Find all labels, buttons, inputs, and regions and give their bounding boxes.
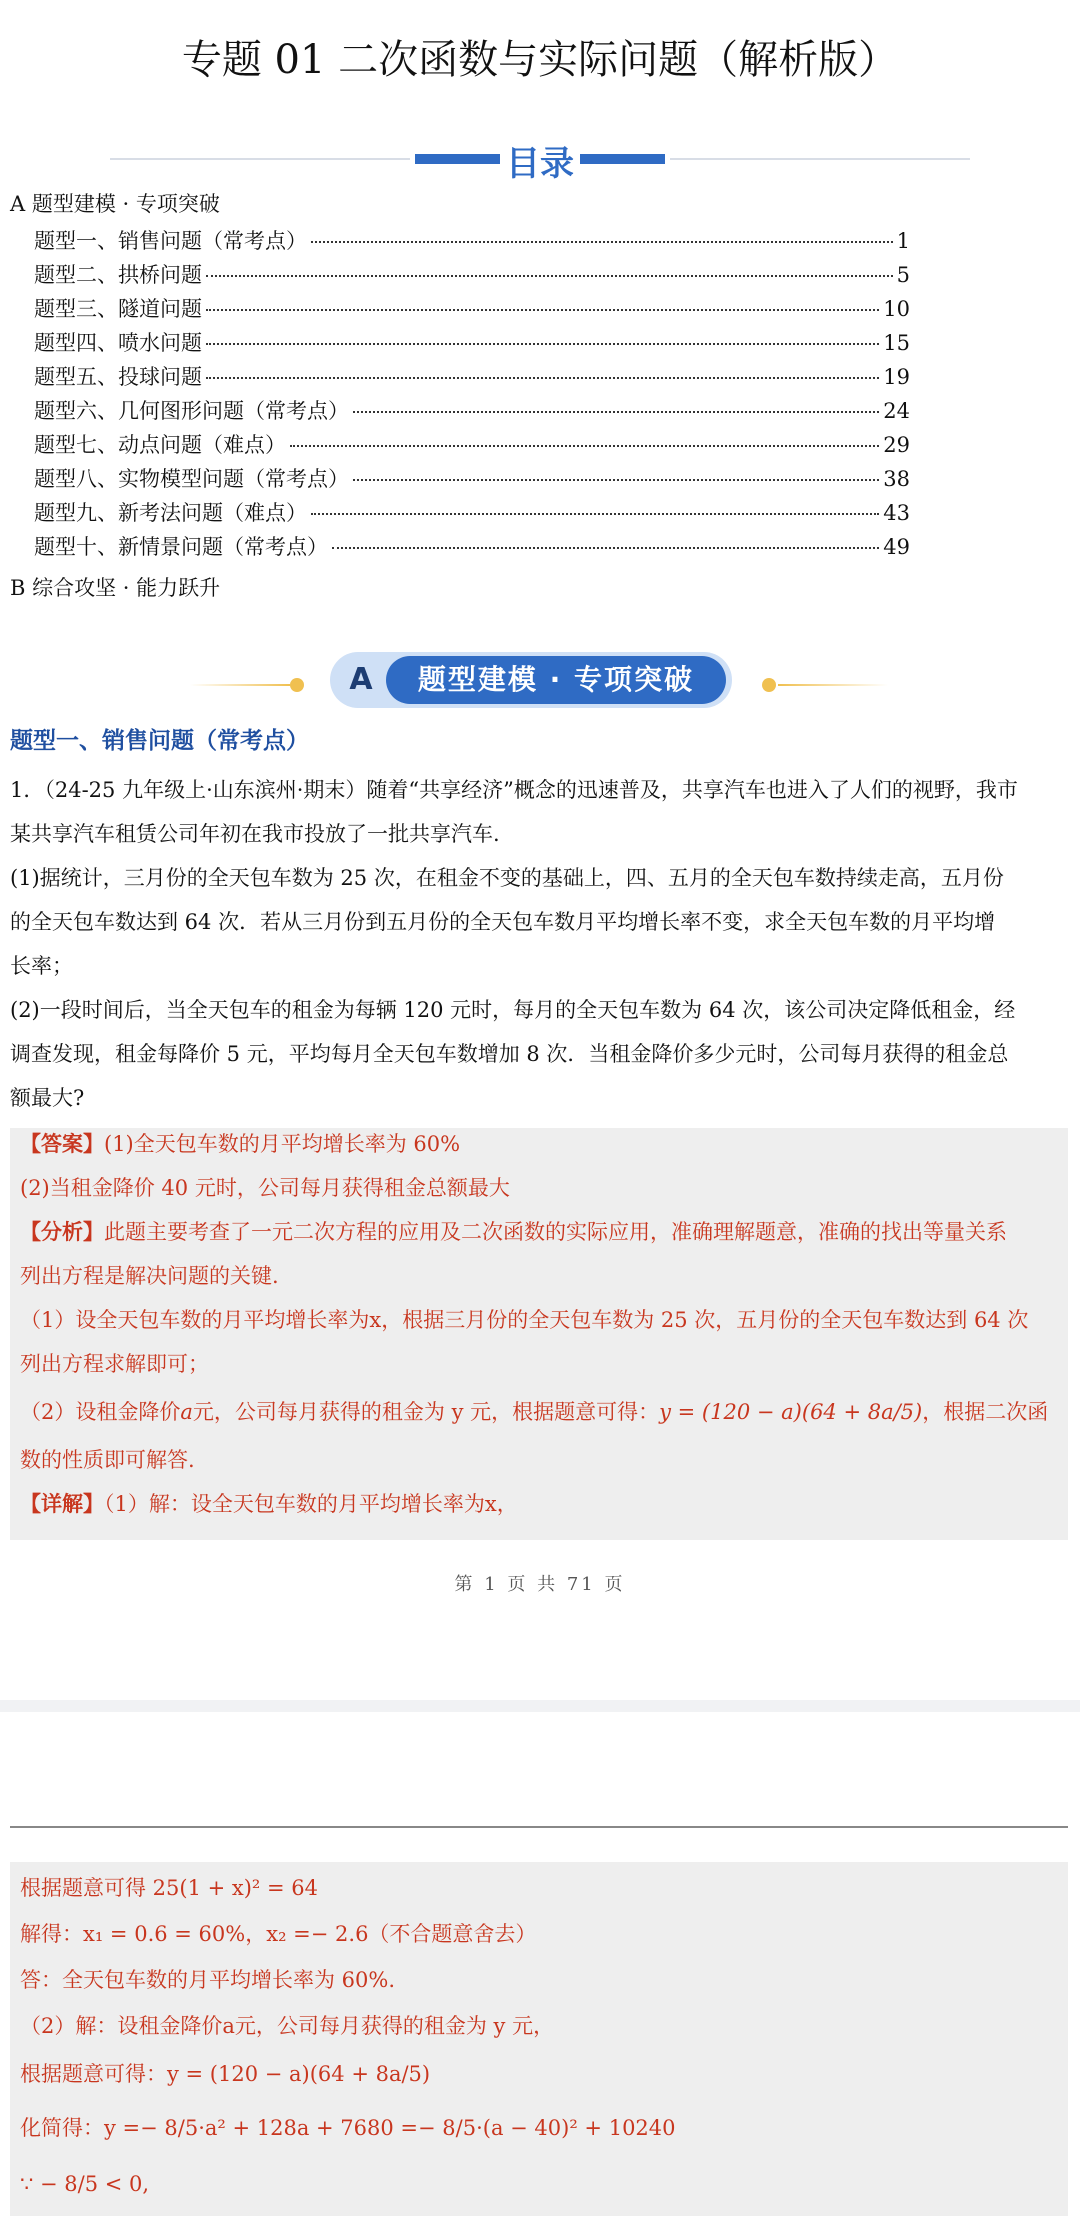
analysis-line: 【分析】此题主要考查了一元二次方程的应用及二次函数的实际应用，准确理解题意，准确的找出等量关系	[20, 1219, 1007, 1244]
solution-line: （2）解：设租金降价a元，公司每月获得的租金为 y 元，	[20, 2014, 555, 2038]
header-rule	[10, 1826, 1068, 1828]
banner-text: 题型建模 · 专项突破	[386, 656, 726, 704]
question-line: 长率；	[10, 954, 73, 978]
toc-section-a[interactable]: A 题型建模 · 专项突破	[10, 192, 220, 216]
question-line: 额最大?	[10, 1086, 85, 1110]
page-gap	[0, 1700, 1080, 1712]
question-line: 某共享汽车租赁公司年初在我市投放了一批共享汽车.	[10, 822, 500, 846]
toc-item[interactable]: 题型七、动点问题（难点） 29	[34, 433, 910, 457]
answer-line: (2)当租金降价 40 元时，公司每月获得租金总额最大	[20, 1176, 510, 1200]
banner-line-left	[190, 684, 290, 686]
detail-line: 【详解】（1）解：设全天包车数的月平均增长率为x，	[20, 1491, 518, 1516]
analysis-line: （1）设全天包车数的月平均增长率为x，根据三月份的全天包车数为 25 次，五月份的全天包车数达到 64 次	[20, 1308, 1029, 1332]
page-footer: 第 1 页 共 71 页	[454, 1574, 626, 1595]
type-heading: 题型一、销售问题（常考点）	[10, 728, 309, 754]
question-line: 调查发现，租金每降价 5 元，平均每月全天包车数增加 8 次．当租金降价多少元时，公司每月获得的租金总	[10, 1042, 1009, 1066]
formula: y = (120 − a)(64 + 8a/5)	[659, 1400, 923, 1424]
toc-item[interactable]: 题型五、投球问题 19	[34, 365, 910, 389]
page-2	[0, 1712, 1080, 2216]
answer-box	[10, 1128, 1068, 1540]
question-line: (1)据统计，三月份的全天包车数为 25 次，在租金不变的基础上，四、五月的全天包车数持续走高，五月份	[10, 866, 1004, 890]
question-line: 的全天包车数达到 64 次．若从三月份到五月份的全天包车数月平均增长率不变，求全天包车数的月平均增	[10, 910, 996, 934]
toc-item[interactable]: 题型六、几何图形问题（常考点） 24	[34, 399, 910, 423]
solution-line: ∵ − 8/5 < 0,	[20, 2172, 150, 2196]
toc-section-b[interactable]: B 综合攻坚 · 能力跃升	[10, 576, 221, 600]
toc-item[interactable]: 题型二、拱桥问题 5	[34, 263, 910, 287]
toc-item[interactable]: 题型三、隧道问题 10	[34, 297, 910, 321]
solution-box	[10, 1862, 1068, 2216]
analysis-line: 列出方程求解即可；	[20, 1352, 209, 1376]
toc-item[interactable]: 题型一、销售问题（常考点） 1	[34, 229, 910, 253]
toc-item[interactable]: 题型八、实物模型问题（常考点） 38	[34, 467, 910, 491]
question-line: 1．（24-25 九年级上·山东滨州·期末）随着“共享经济”概念的迅速普及，共享汽车也进入了人们的视野，我市	[10, 778, 1018, 802]
banner-dot-left	[290, 678, 304, 692]
answer-tag: 【答案】	[20, 1131, 104, 1156]
solution-line: 答：全天包车数的月平均增长率为 60%.	[20, 1968, 396, 1992]
solution-line: 根据题意可得：y = (120 − a)(64 + 8a/5)	[20, 2062, 431, 2086]
question-line: (2)一段时间后，当全天包车的租金为每辆 120 元时，每月的全天包车数为 64 次，该公司决定降低租金，经	[10, 998, 1016, 1022]
analysis-line: 列出方程是解决问题的关键.	[20, 1264, 279, 1288]
solution-line: 解得：x₁ = 0.6 = 60%，x₂ =− 2.6（不合题意舍去）	[20, 1922, 537, 1946]
analysis-tag: 【分析】	[20, 1219, 104, 1244]
analysis-line: （2）设租金降价a元，公司每月获得的租金为 y 元，根据题意可得：y = (120 − a)(64 + 8a/5)，根据二次函	[20, 1400, 1049, 1424]
answer-line: 【答案】(1)全天包车数的月平均增长率为 60%	[20, 1131, 461, 1156]
toc-title: 目录	[110, 136, 970, 185]
analysis-line: 数的性质即可解答.	[20, 1448, 195, 1472]
section-banner	[190, 640, 890, 720]
solution-line: 化简得：y =− 8/5·a² + 128a + 7680 =− 8/5·(a − 40)² + 10240	[20, 2116, 676, 2140]
toc-item[interactable]: 题型四、喷水问题 15	[34, 331, 910, 355]
toc-item[interactable]: 题型九、新考法问题（难点） 43	[34, 501, 910, 525]
banner-dot-right	[762, 678, 776, 692]
banner-letter: A	[349, 662, 373, 697]
toc-header	[110, 140, 970, 184]
document-title: 专题 01 二次函数与实际问题（解析版）	[181, 37, 899, 83]
detail-tag: 【详解】	[20, 1491, 104, 1516]
solution-line: 根据题意可得 25(1 + x)² = 64	[20, 1876, 319, 1900]
banner-line-right	[778, 684, 888, 686]
toc-item[interactable]: 题型十、新情景问题（常考点） 49	[34, 535, 910, 559]
